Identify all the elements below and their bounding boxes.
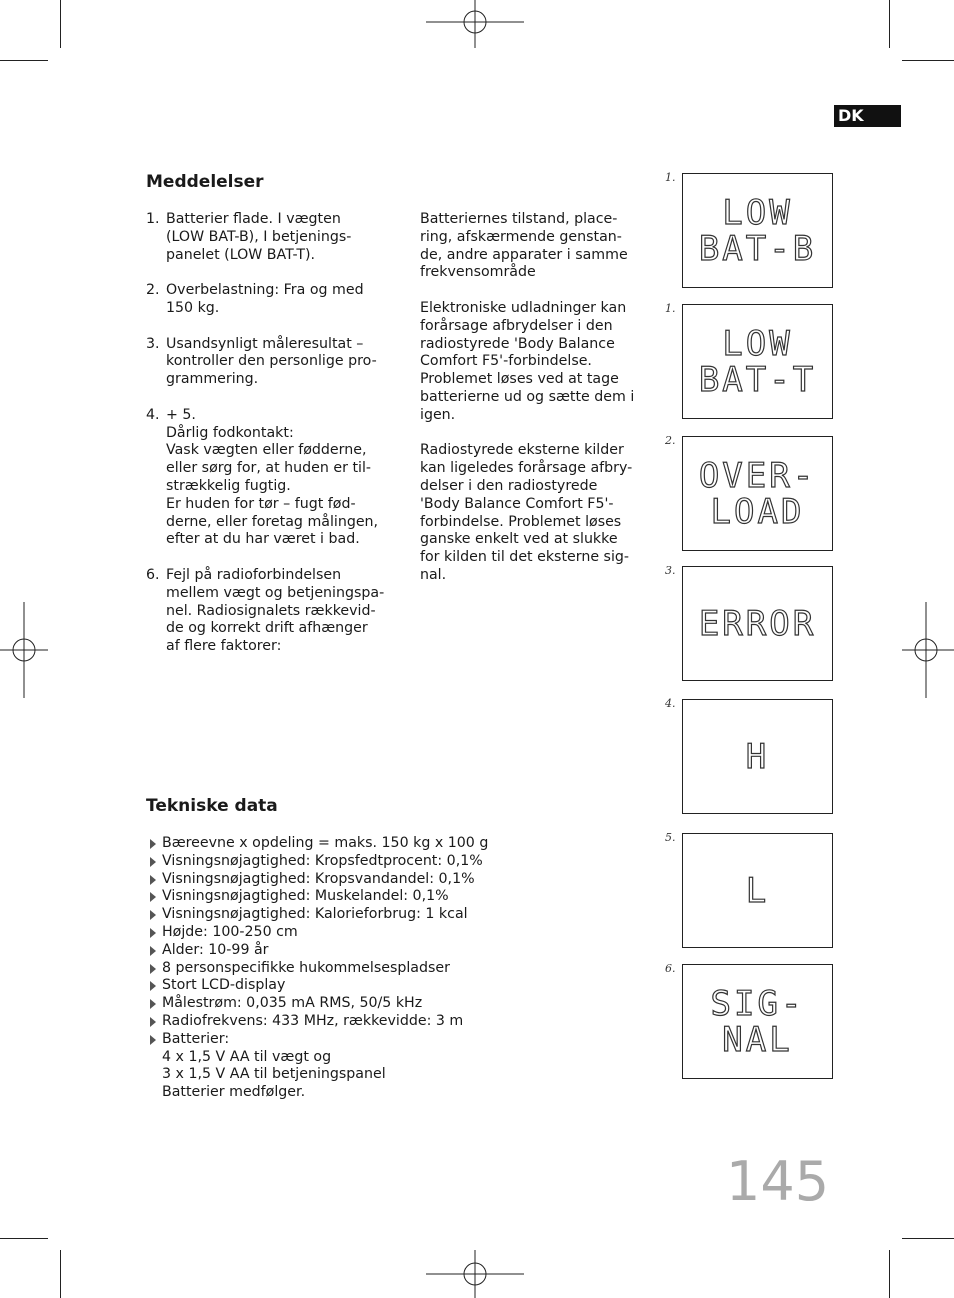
registration-mark-top (426, 0, 524, 48)
item-line: kontroller den personlige pro- (166, 353, 377, 370)
spec-item (146, 942, 566, 960)
bullet-triangle-icon (150, 839, 156, 849)
spec-line: Visningsnøjagtighed: Kropsfedtprocent: 0,1% (162, 852, 483, 869)
item-line: Usandsynligt måleresultat – (166, 335, 364, 352)
technical-specs-list (146, 835, 566, 1102)
list-item (146, 336, 396, 389)
spec-line: 4 x 1,5 V AA til vægt og (162, 1048, 332, 1065)
item-number: 2. (146, 282, 160, 299)
item-line: Batterier flade. I vægten (166, 211, 341, 227)
bullet-triangle-icon (150, 964, 156, 974)
messages-column-2 (420, 211, 640, 603)
display-label: 6. (665, 962, 676, 975)
item-line: + 5. (166, 406, 196, 423)
lcd-text: NAL (722, 1019, 793, 1060)
registration-mark-bottom (426, 1250, 524, 1298)
registration-mark-right (902, 602, 954, 698)
spec-item (146, 995, 566, 1013)
item-line: Er huden for tør – fugt fød- (166, 495, 356, 512)
lcd-display (682, 833, 833, 948)
display-label: 2. (665, 434, 676, 447)
paragraph-line: Elektroniske udladninger kan (420, 299, 627, 316)
paragraph-line: igen. (420, 406, 456, 423)
item-line: eller sørg for, at huden er til- (166, 460, 372, 477)
paragraph-line: forårsage afbrydelser i den (420, 317, 613, 334)
spec-item (146, 1031, 566, 1102)
spec-line: Stort LCD-display (162, 977, 286, 994)
paragraph-line: batterierne ud og sætte dem i (420, 388, 635, 405)
paragraph-line: frekvensområde (420, 264, 536, 281)
item-number: 1. (146, 211, 160, 227)
item-line: Dårlig fodkontakt: (166, 424, 294, 441)
spec-item (146, 960, 566, 978)
paragraph-line: nal. (420, 566, 447, 583)
bullet-triangle-icon (150, 875, 156, 885)
display-label: 4. (665, 697, 676, 710)
item-line: Fejl på radioforbindelsen (166, 566, 342, 583)
item-line: efter at du har været i bad. (166, 531, 360, 548)
display-label: 1. (665, 302, 676, 315)
list-item (146, 211, 396, 264)
spec-line: Alder: 10-99 år (162, 941, 269, 958)
item-number: 3. (146, 335, 160, 352)
paragraph-line: ganske enkelt ved at slukke (420, 531, 618, 548)
spec-line: Radiofrekvens: 433 MHz, rækkevidde: 3 m (162, 1012, 464, 1029)
list-item (146, 567, 396, 656)
spec-line: Bæreevne x opdeling = maks. 150 kg x 100 g (162, 835, 489, 851)
item-line: mellem vægt og betjeningspa- (166, 584, 385, 601)
spec-item (146, 835, 566, 853)
spec-line: 3 x 1,5 V AA til betjeningspanel (162, 1066, 386, 1083)
paragraph-line: delser i den radiostyrede (420, 477, 598, 494)
item-number: 6. (146, 566, 160, 583)
paragraph-line: radiostyrede 'Body Balance (420, 335, 615, 352)
display-label: 1. (665, 171, 676, 184)
display-label: 3. (665, 564, 676, 577)
section-title-messages: Meddelelser (146, 172, 264, 192)
paragraph-line: Batteriernes tilstand, place- (420, 211, 618, 227)
lcd-display (682, 699, 833, 814)
paragraph-line: 'Body Balance Comfort F5'- (420, 495, 614, 512)
spec-item (146, 888, 566, 906)
lcd-display (682, 304, 833, 419)
paragraph-line: kan ligeledes forårsage afbry- (420, 460, 633, 477)
messages-list (146, 211, 396, 674)
paragraph (420, 300, 640, 425)
lcd-text: BAT-B (698, 228, 817, 269)
paragraph-line: ring, afskærmende genstan- (420, 228, 622, 245)
lcd-text: OVER- (698, 455, 817, 496)
lcd-display (682, 964, 833, 1079)
paragraph-line: Comfort F5'-forbindelse. (420, 353, 592, 370)
lcd-display (682, 173, 833, 288)
paragraph-line: Problemet løses ved at tage (420, 371, 619, 388)
list-item (146, 282, 396, 318)
item-line: grammering. (166, 371, 259, 388)
spec-line: Visningsnøjagtighed: Kalorieforbrug: 1 kcal (162, 906, 468, 923)
bullet-triangle-icon (150, 999, 156, 1009)
item-line: panelet (LOW BAT-T). (166, 246, 316, 263)
spec-item (146, 853, 566, 871)
paragraph (420, 211, 640, 282)
paragraph-line: Radiostyrede eksterne kilder (420, 442, 624, 459)
item-line: nel. Radiosignalets rækkevid- (166, 602, 376, 619)
item-line: derne, eller foretag målingen, (166, 513, 379, 530)
bullet-triangle-icon (150, 857, 156, 867)
lcd-text: LOW (722, 323, 793, 364)
item-line: (LOW BAT-B), I betjenings- (166, 228, 352, 245)
spec-item (146, 977, 566, 995)
spec-line: Batterier medfølger. (162, 1084, 306, 1101)
item-line: af flere faktorer: (166, 638, 282, 655)
spec-line: Målestrøm: 0,035 mA RMS, 50/5 kHz (162, 995, 423, 1012)
registration-mark-left (0, 602, 48, 698)
paragraph-line: for kilden til det eksterne sig- (420, 549, 630, 566)
paragraph-line: forbindelse. Problemet løses (420, 513, 622, 530)
paragraph (420, 442, 640, 584)
spec-item (146, 906, 566, 924)
spec-item (146, 924, 566, 942)
page-number: 145 (726, 1150, 830, 1213)
bullet-triangle-icon (150, 946, 156, 956)
bullet-triangle-icon (150, 1017, 156, 1027)
lcd-text: SIG- (710, 983, 805, 1024)
item-line: strækkelig fugtig. (166, 477, 291, 494)
lcd-text: ERROR (698, 603, 817, 644)
bullet-triangle-icon (150, 910, 156, 920)
lcd-text: L (745, 870, 770, 911)
spec-item (146, 1013, 566, 1031)
spec-line: Batterier: (162, 1030, 230, 1047)
paragraph-line: de, andre apparater i samme (420, 246, 628, 263)
item-line: Vask vægten eller fødderne, (166, 442, 367, 459)
lcd-display (682, 436, 833, 551)
spec-line: Visningsnøjagtighed: Muskelandel: 0,1% (162, 888, 449, 905)
item-line: 150 kg. (166, 299, 220, 316)
section-title-technical-data: Tekniske data (146, 796, 278, 816)
item-line: Overbelastning: Fra og med (166, 282, 364, 299)
bullet-triangle-icon (150, 981, 156, 991)
lcd-text: BAT-T (698, 359, 817, 400)
lcd-text: LOW (722, 192, 793, 233)
spec-line: Højde: 100-250 cm (162, 923, 298, 940)
spec-line: Visningsnøjagtighed: Kropsvandandel: 0,1% (162, 870, 475, 887)
item-line: de og korrekt drift afhænger (166, 620, 368, 637)
bullet-triangle-icon (150, 928, 156, 938)
item-number: 4. (146, 406, 160, 423)
bullet-triangle-icon (150, 892, 156, 902)
lcd-text: H (745, 736, 770, 777)
spec-item (146, 871, 566, 889)
language-badge: DK (834, 105, 901, 127)
bullet-triangle-icon (150, 1035, 156, 1045)
display-label: 5. (665, 831, 676, 844)
lcd-display (682, 566, 833, 681)
list-item (146, 407, 396, 549)
lcd-text: LOAD (710, 491, 805, 532)
spec-line: 8 personspecifikke hukommelsespladser (162, 959, 450, 976)
